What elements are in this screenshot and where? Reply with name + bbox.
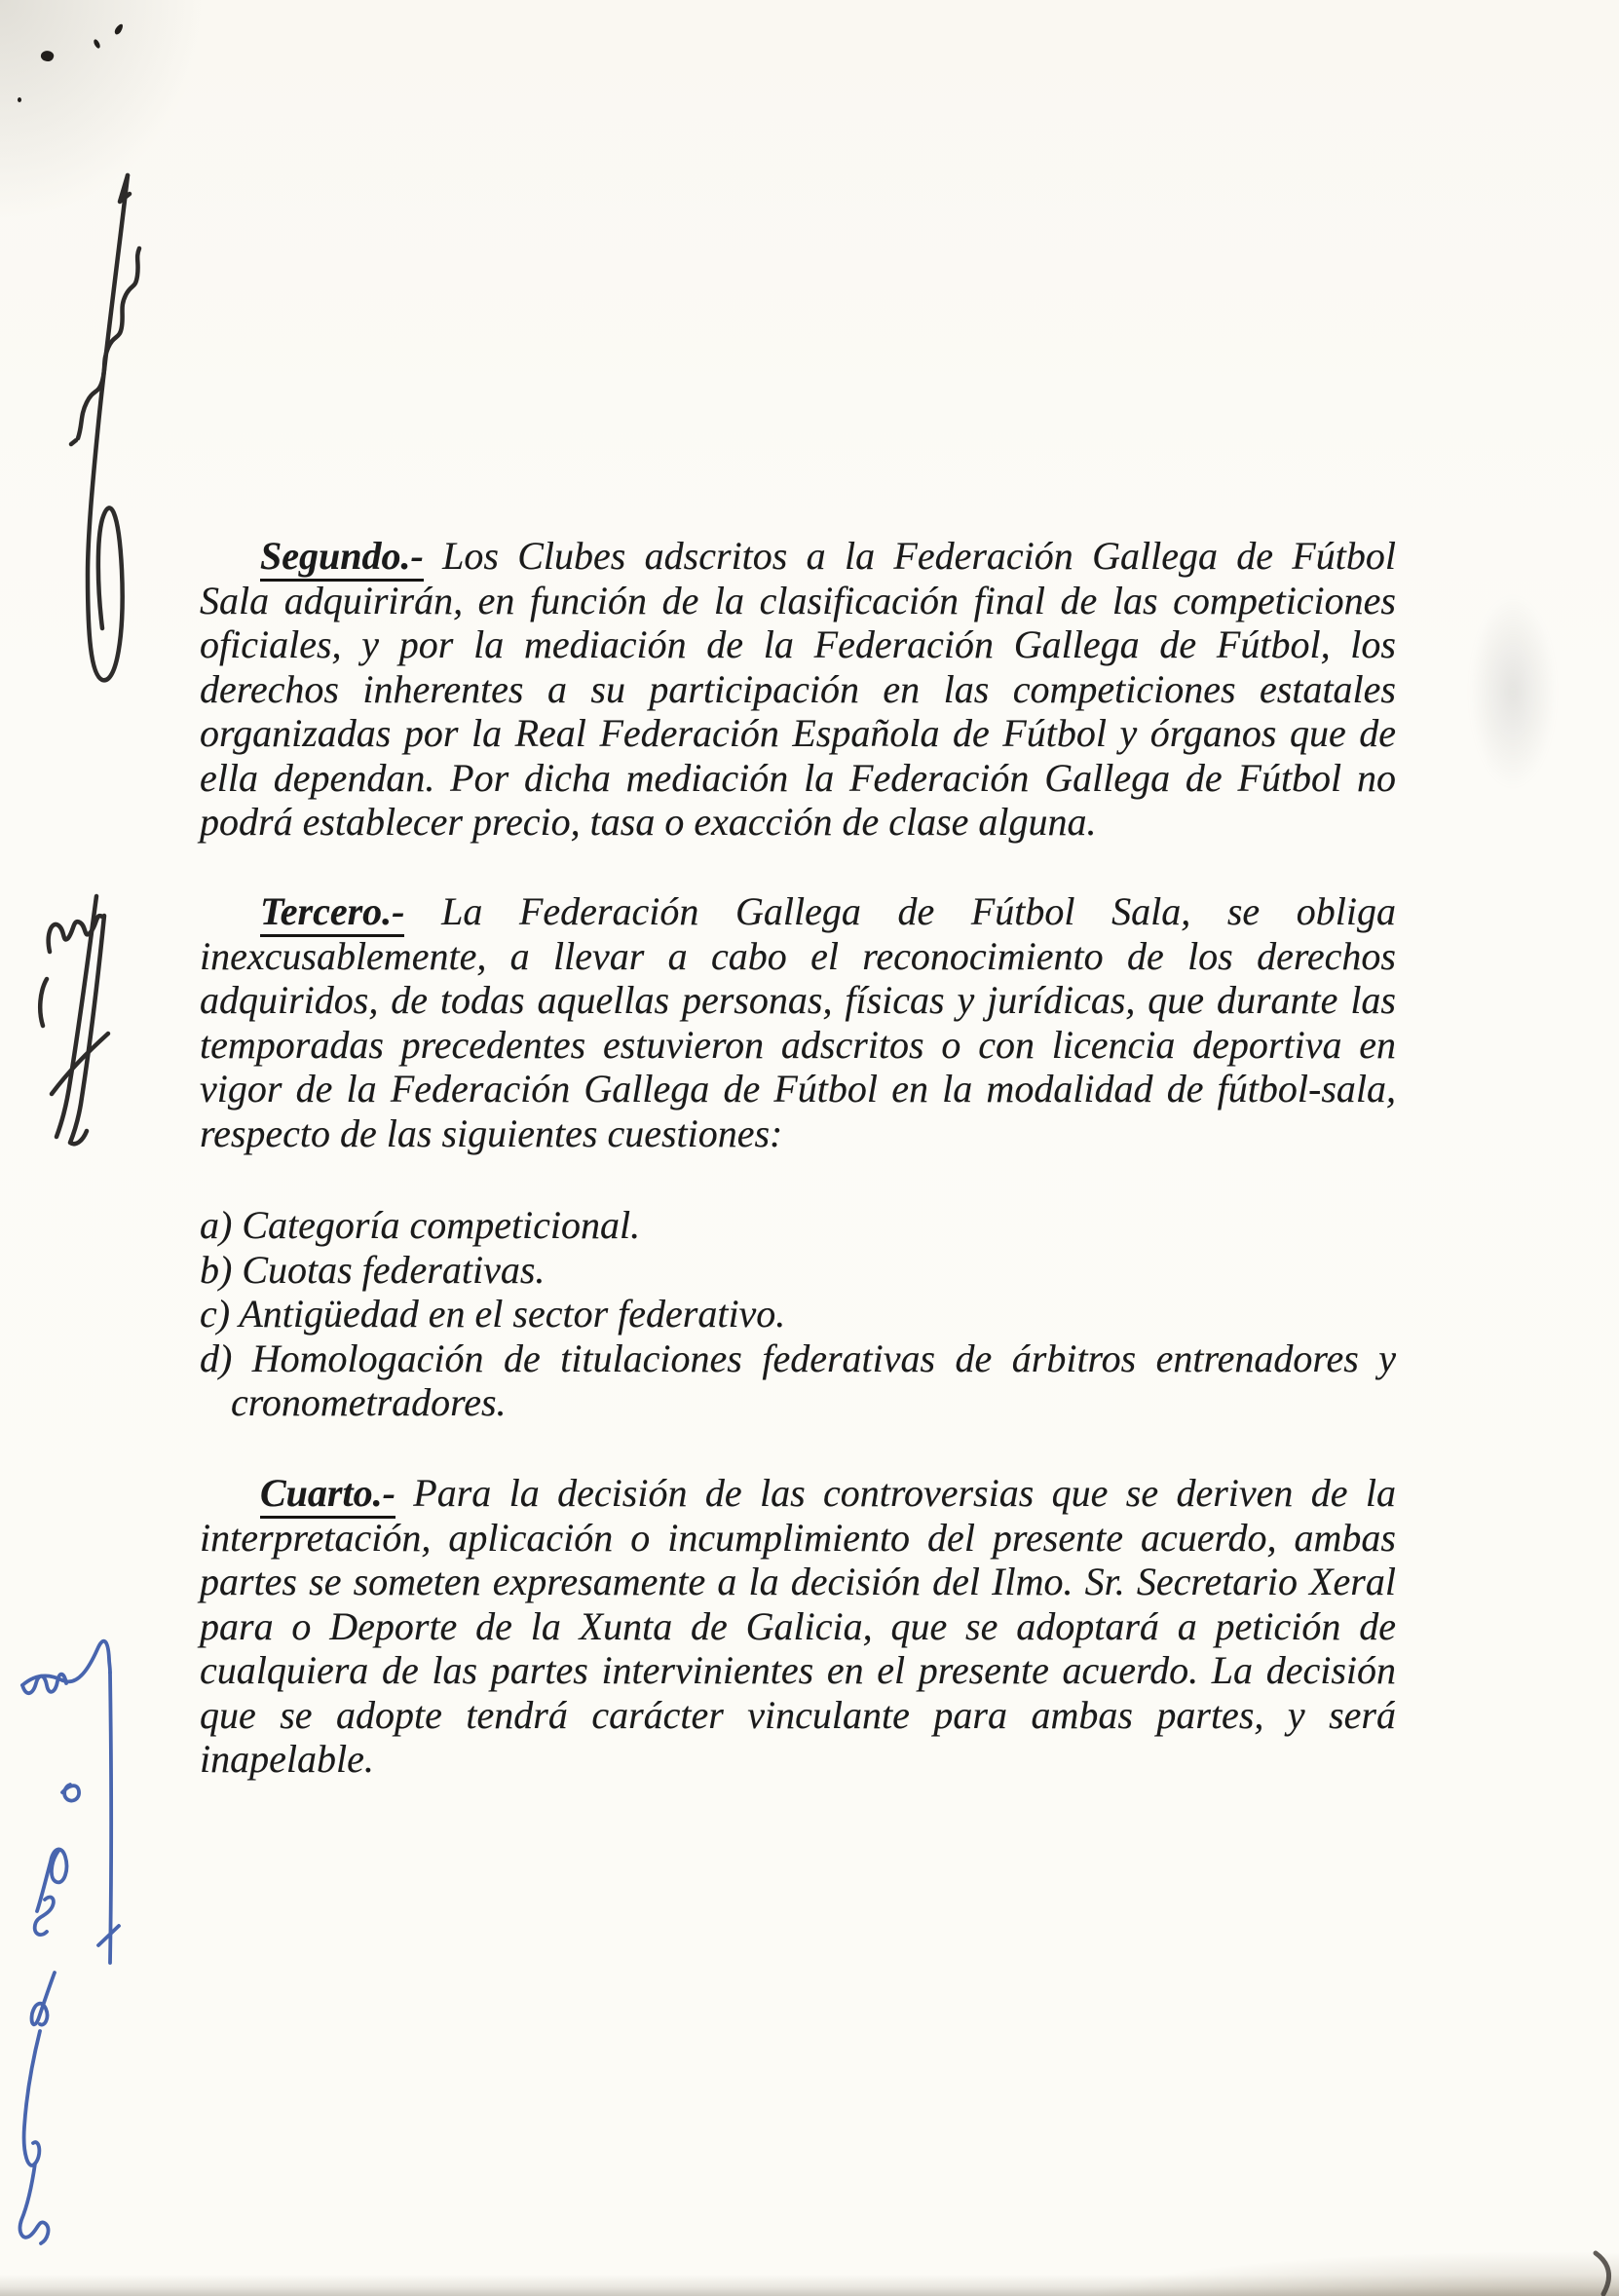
text-line: respecto de las siguientes cuestiones:: [200, 1110, 783, 1155]
paragraph-cuarto: [200, 1471, 1396, 1782]
paragraph-tercero: [200, 889, 1396, 1155]
clause-heading-cuarto: Cuarto.-: [260, 1471, 395, 1519]
text-line: cronometradores.: [231, 1380, 507, 1424]
text-line: c) Antigüedad en el sector federativo.: [200, 1292, 786, 1336]
text-line: interpretación, aplicación o incumplimiento del presente acuerdo, ambas: [200, 1515, 1396, 1560]
text-line: partes se someten expresamente a la decisión del Ilmo. Sr. Secretario Xeral: [200, 1560, 1396, 1603]
paragraph-segundo: [200, 534, 1396, 845]
text-line: temporadas precedentes estuvieron adscritos o con licencia deportiva en: [200, 1022, 1396, 1067]
scan-edge-shadow-right: [1073, 2251, 1619, 2296]
text-line: inexcusablemente, a llevar a cabo el reconocimiento de los derechos: [200, 933, 1396, 978]
text-line: adquiridos, de todas aquellas personas, físicas y jurídicas, que durante las: [200, 978, 1396, 1022]
clause-heading-segundo: Segundo.-: [260, 534, 424, 582]
text-line: inapelable.: [200, 1737, 374, 1781]
text-line: Cuarto.- Para la decisión de las controversias que se deriven de la: [200, 1471, 1396, 1516]
text-line: ella dependan. Por dicha mediación la Federación Gallega de Fútbol no: [200, 755, 1396, 800]
text-line: oficiales, y por la mediación de la Federación Gallega de Fútbol, los: [200, 622, 1396, 666]
text-line: derechos inherentes a su participación en las competiciones estatales: [200, 666, 1396, 711]
clause-heading-tercero: Tercero.-: [260, 889, 404, 937]
text-line: para o Deporte de la Xunta de Galicia, que se adoptará a petición de: [200, 1603, 1396, 1648]
text-line: d) Homologación de titulaciones federativas de árbitros entrenadores y: [200, 1336, 1396, 1380]
text-line: podrá establecer precio, tasa o exacción de clase alguna.: [200, 800, 1097, 844]
text-line: a) Categoría competicional.: [200, 1203, 641, 1247]
text-line: vigor de la Federación Gallega de Fútbol en la modalidad de fútbol-sala,: [200, 1067, 1396, 1110]
text-line: Sala adquirirán, en función de la clasificación final de las competiciones: [200, 578, 1396, 622]
text-line: que se adopte tendrá carácter vinculante para ambas partes, y será: [200, 1692, 1396, 1737]
paragraph-lista: [200, 1203, 1396, 1425]
text-line: organizadas por la Real Federación Española de Fútbol y órganos que de: [200, 711, 1396, 755]
text-line: Segundo.- Los Clubes adscritos a la Federación Gallega de Fútbol: [200, 534, 1396, 579]
text-line: Tercero.- La Federación Gallega de Fútbol Sala, se obliga: [200, 889, 1396, 934]
text-line: b) Cuotas federativas.: [200, 1247, 546, 1292]
text-line: cualquiera de las partes intervinientes en el presente acuerdo. La decisión: [200, 1648, 1396, 1692]
